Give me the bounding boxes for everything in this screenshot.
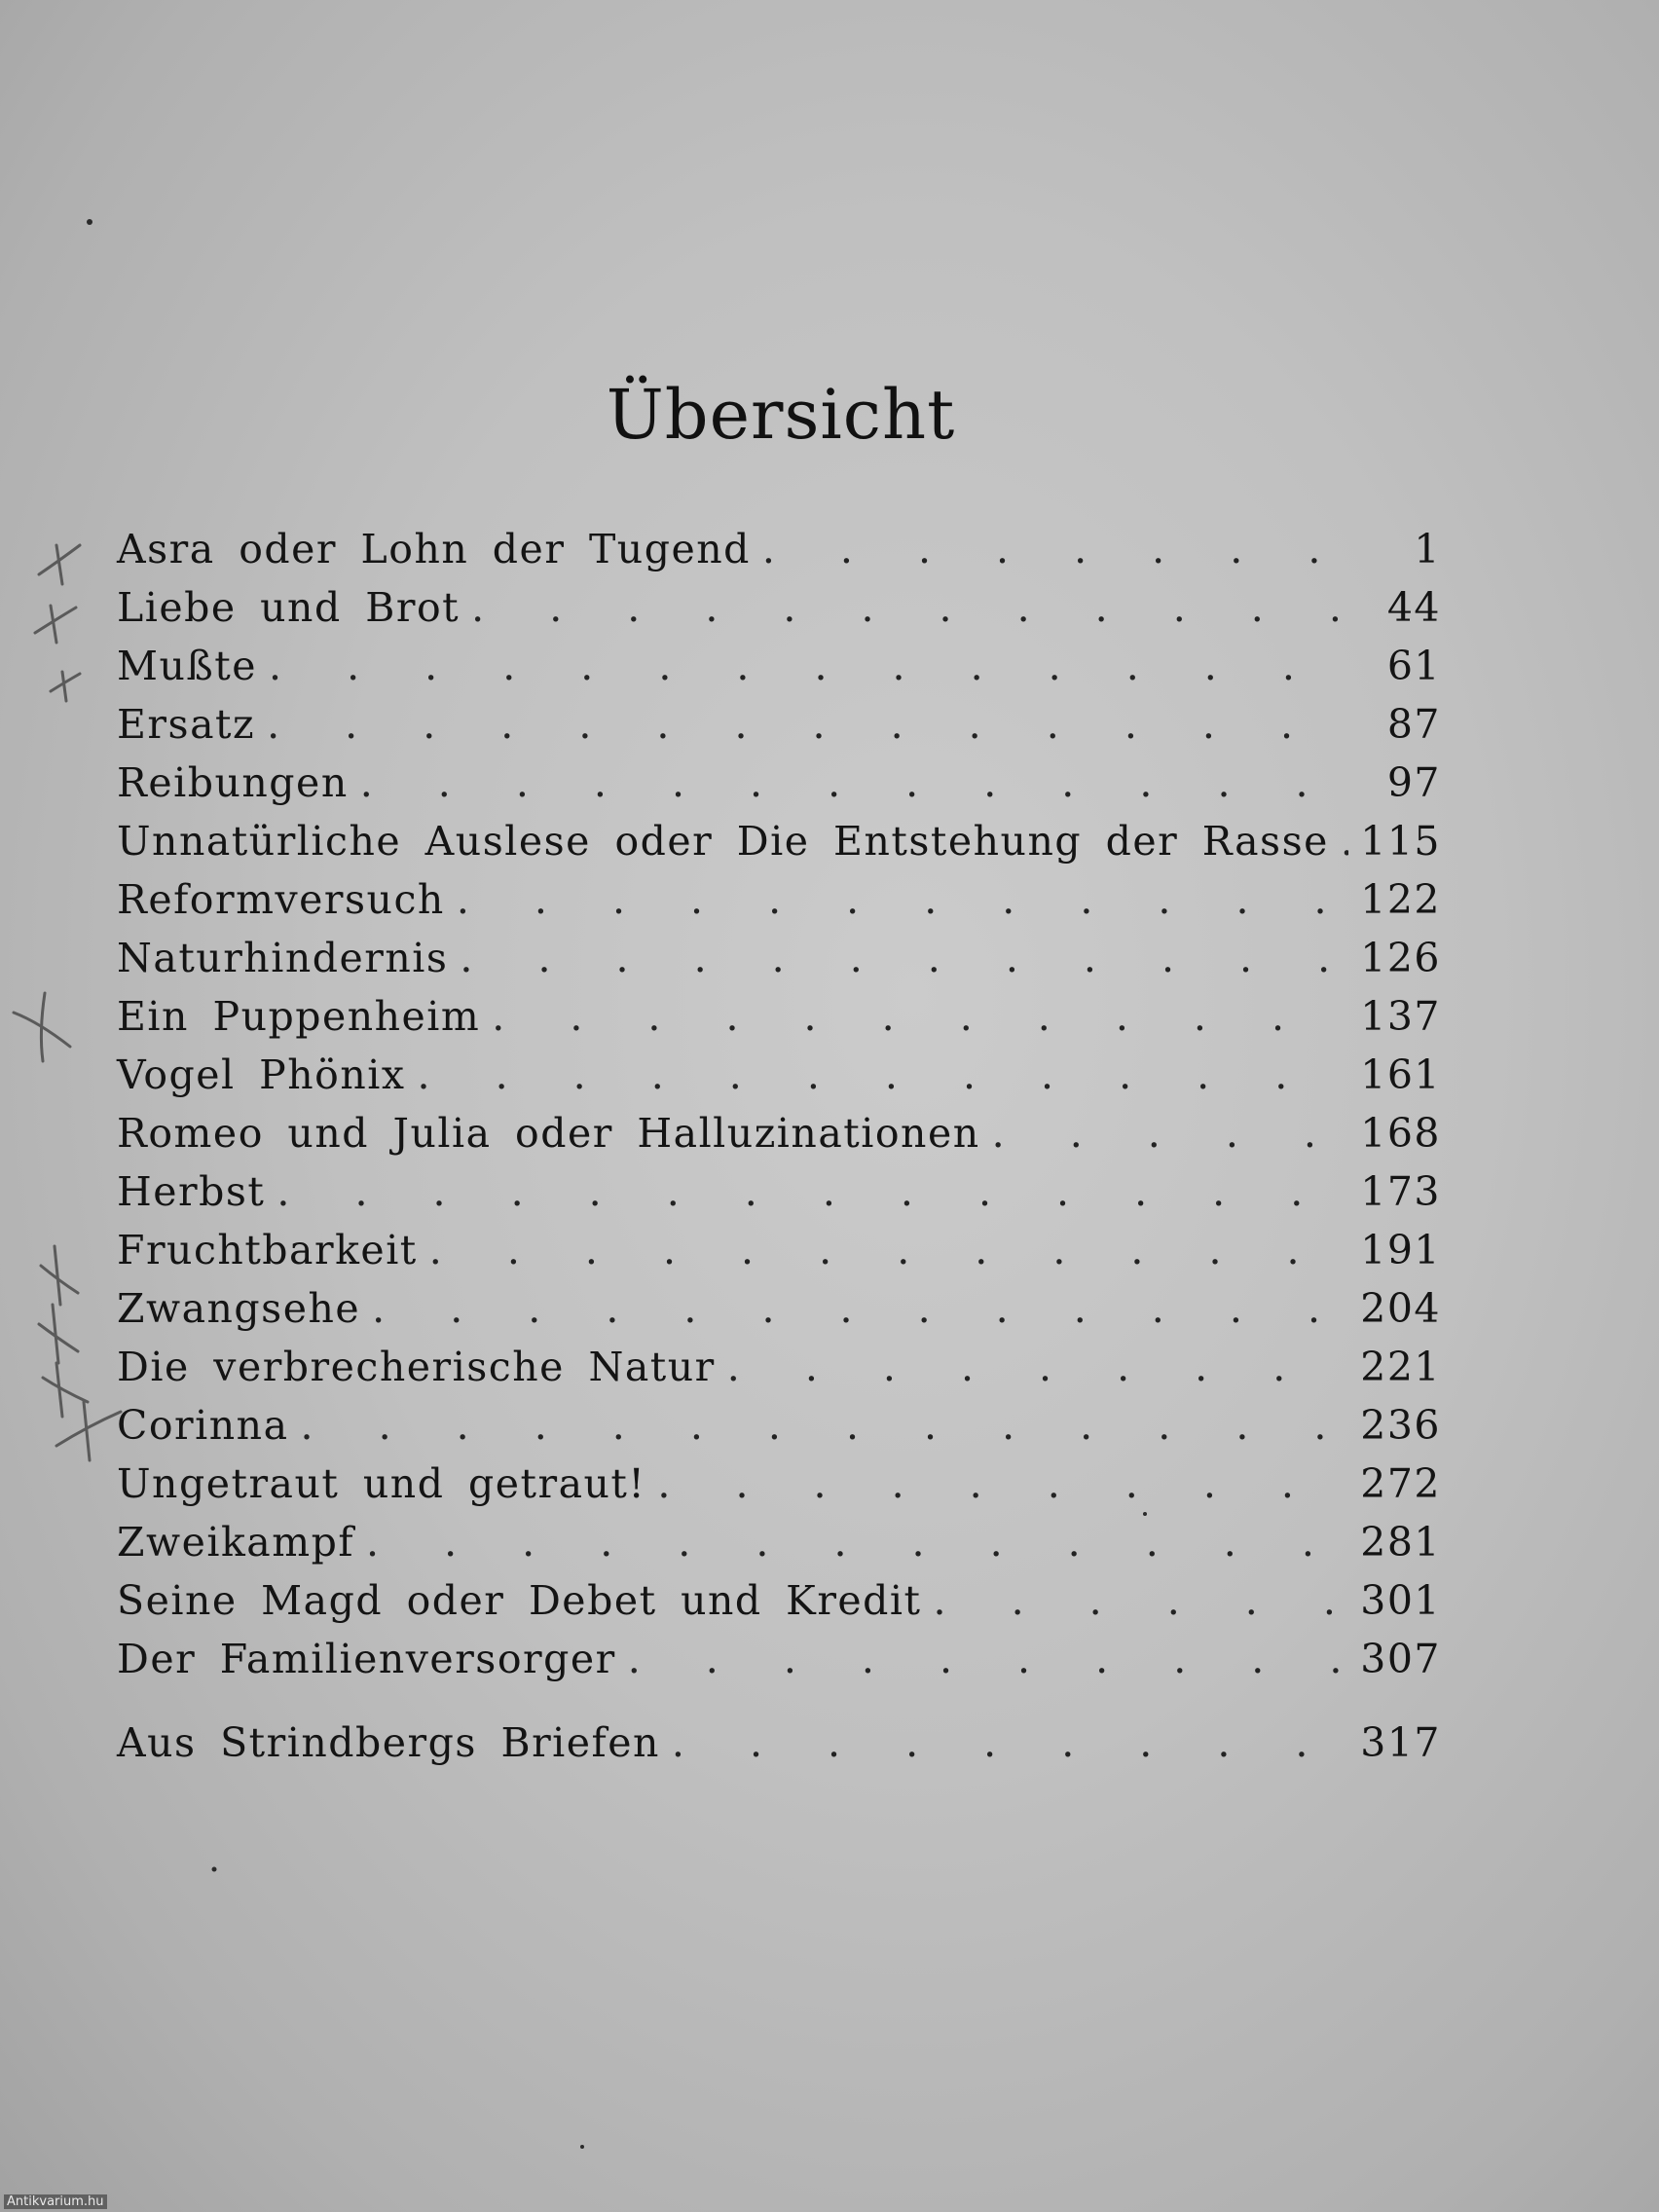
dot-leader [657, 1460, 1348, 1507]
toc-entry [117, 1402, 1441, 1460]
toc-entry-page: 301 [1360, 1577, 1441, 1624]
pencil-cross-icon [43, 1363, 88, 1417]
toc-entry [117, 1636, 1441, 1694]
toc-entry-page: 236 [1360, 1402, 1441, 1449]
toc-entry-page: 61 [1386, 643, 1441, 689]
pencil-cross-icon [39, 1305, 78, 1363]
toc-entry-page: 87 [1386, 701, 1441, 748]
dot-leader [471, 584, 1361, 631]
toc-entry-page: 173 [1360, 1168, 1441, 1215]
toc-entry [117, 1577, 1441, 1636]
toc-entry [117, 643, 1441, 701]
dot-leader [372, 1285, 1348, 1332]
toc-entry-title: Unnatürliche Auslese oder Die Entstehung der Rasse [117, 818, 1329, 865]
toc-entry-page: 307 [1360, 1636, 1441, 1682]
toc-entry-title: Ersatz [117, 701, 256, 748]
dot-leader [934, 1577, 1349, 1624]
dot-leader [762, 526, 1361, 572]
toc-entry-page: 115 [1360, 818, 1441, 865]
toc-entry [117, 1227, 1441, 1285]
page-title: Übersicht [606, 375, 956, 455]
toc-entry-title: Mußte [117, 643, 258, 689]
toc-entry-title: Vogel Phönix [117, 1051, 406, 1098]
toc-entry-title: Zwangsehe [117, 1285, 361, 1332]
toc-entry-page: 191 [1360, 1227, 1441, 1273]
toc-entry [117, 1110, 1441, 1168]
toc-entry [117, 1285, 1441, 1344]
toc-entry [117, 935, 1441, 993]
pencil-cross-icon [56, 1402, 121, 1460]
toc-entry-title: Seine Magd oder Debet und Kredit [117, 1577, 922, 1624]
toc-entry-page: 97 [1386, 759, 1441, 806]
pencil-cross-icon [39, 545, 80, 584]
toc-entry-title: Herbst [117, 1168, 266, 1215]
dot-leader [366, 1519, 1348, 1566]
pencil-cross-icon [14, 993, 70, 1061]
toc-entry [117, 1519, 1441, 1577]
toc-entry [117, 1460, 1441, 1519]
toc-entry [117, 584, 1441, 643]
toc-entry-page: 272 [1360, 1460, 1441, 1507]
toc-entry-page: 126 [1360, 935, 1441, 981]
toc-entry-title: Reformversuch [117, 876, 445, 923]
toc-entry-page: 221 [1360, 1344, 1441, 1390]
toc-entry [117, 701, 1441, 759]
toc-entry-title: Aus Strindbergs Briefen [117, 1719, 660, 1766]
dot-leader [429, 1227, 1348, 1273]
toc-entry-title: Fruchtbarkeit [117, 1227, 418, 1273]
toc-entry-title: Liebe und Brot [117, 584, 461, 631]
table-of-contents [117, 526, 1441, 1778]
toc-entry-title: Romeo und Julia oder Halluzinationen [117, 1110, 980, 1157]
toc-entry-page: 122 [1360, 876, 1441, 923]
dot-leader [276, 1168, 1348, 1215]
pencil-cross-icon [51, 672, 80, 701]
dot-leader [727, 1344, 1348, 1390]
toc-entry [117, 1051, 1441, 1110]
toc-entry-title: Zweikampf [117, 1519, 355, 1566]
toc-entry-page: 44 [1386, 584, 1441, 631]
watermark: Antikvarium.hu [4, 2194, 107, 2209]
pencil-cross-icon [41, 1246, 78, 1305]
toc-entry-page: 1 [1414, 526, 1441, 572]
dot-leader [301, 1402, 1349, 1449]
toc-entry [117, 1344, 1441, 1402]
toc-entry-page: 168 [1360, 1110, 1441, 1157]
toc-entry-title: Asra oder Lohn der Tugend [117, 526, 751, 572]
dot-leader [269, 643, 1361, 689]
dot-leader [267, 701, 1361, 748]
dot-leader [492, 993, 1348, 1040]
toc-entry [117, 993, 1441, 1051]
toc-entry-page: 204 [1360, 1285, 1441, 1332]
pencil-cross-icon [35, 606, 76, 643]
toc-entry-title: Corinna [117, 1402, 289, 1449]
toc-entry [117, 1719, 1441, 1778]
dot-leader [672, 1719, 1348, 1766]
dot-leader [360, 759, 1361, 806]
toc-entry-page: 137 [1360, 993, 1441, 1040]
dot-leader [992, 1110, 1349, 1157]
toc-entry [117, 818, 1441, 876]
toc-entry-page: 317 [1360, 1719, 1441, 1766]
toc-entry-page: 161 [1360, 1051, 1441, 1098]
toc-entry [117, 1168, 1441, 1227]
toc-entry-title: Ungetraut und getraut! [117, 1460, 646, 1507]
toc-entry-title: Die verbrecherische Natur [117, 1344, 716, 1390]
toc-entry-page: 281 [1360, 1519, 1441, 1566]
dot-leader [460, 935, 1348, 981]
dot-leader [457, 876, 1348, 923]
toc-entry-title: Reibungen [117, 759, 349, 806]
toc-entry-title: Naturhindernis [117, 935, 449, 981]
toc-entry [117, 526, 1441, 584]
toc-entry [117, 876, 1441, 935]
dot-leader [418, 1051, 1349, 1098]
toc-entry [117, 759, 1441, 818]
dot-leader [628, 1636, 1349, 1682]
toc-entry-title: Der Familienversorger [117, 1636, 616, 1682]
dot-leader [1341, 818, 1348, 865]
toc-entry-title: Ein Puppenheim [117, 993, 481, 1040]
